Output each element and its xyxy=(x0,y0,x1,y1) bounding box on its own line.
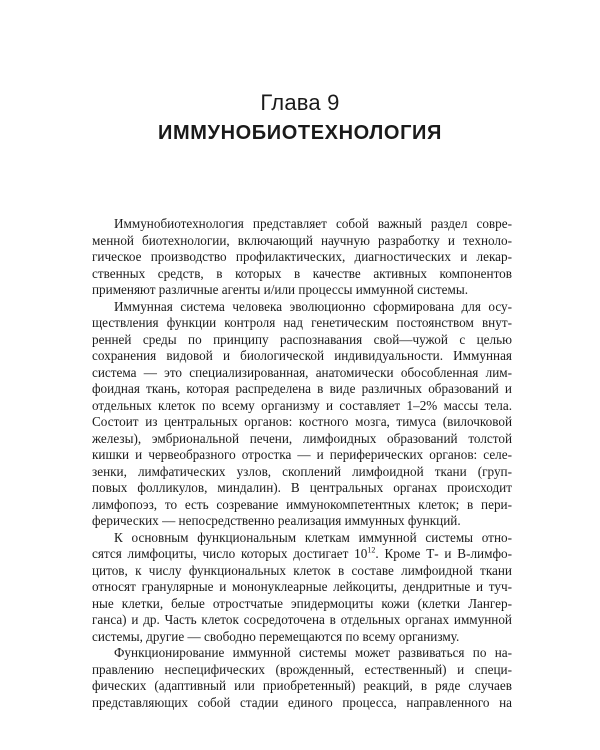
chapter-number: Глава 9 xyxy=(260,90,340,115)
text-line: гическое производство профилактических, диагностических и лекар- xyxy=(92,249,512,264)
text-line: относят гранулярные и мононуклеарные лейкоциты, дендритные и туч- xyxy=(92,579,512,594)
text-line: цитов, к числу функциональных клеток в составе лимфоидной ткани xyxy=(92,562,512,578)
text-line: система — это специализированная, анатомически обособленная лим- xyxy=(92,364,512,380)
text-line: ные клетки, белые отростчатые эпидермоциты кожи (клетки Лангер- xyxy=(92,595,512,611)
text-line: Иммунобиотехнология представляет собой важный раздел совре- xyxy=(114,216,512,231)
text-line: ферических — непосредственно реализация иммунных функций. xyxy=(92,513,461,528)
text-fragment: . Кроме Т- и В-лимфо- xyxy=(375,546,512,561)
text-line: фических (адаптивный или приобретенный) реакций, в ряде случаев xyxy=(92,678,512,693)
text-line: Функционирование иммунной системы может развиваться по на- xyxy=(114,645,512,660)
text-line: ществления функции контроля над генетическим постоянством внут- xyxy=(92,315,512,330)
text-line: системы, другие — свободно перемещаются по всему организму. xyxy=(92,628,460,644)
text-line: кишки и червеобразного отростка — и периферических органов: селе- xyxy=(92,447,512,462)
text-line: правлению неспецифических (врожденный, естественный) и специ- xyxy=(92,661,512,677)
text-line: ренней среды по принципу распознавания свой—чужой с целью xyxy=(92,331,512,347)
text-fragment: сятся лимфоциты, число которых достигает 10 xyxy=(92,546,368,561)
text-line: повых фолликулов, миндалин). В центральных органах происходит xyxy=(92,480,512,495)
text-line: менной биотехнологии, включающий научную разработку и техноло- xyxy=(92,232,512,248)
text-line: ственных средств, в которых в качестве активных компонентов xyxy=(92,265,512,281)
paragraph-1 xyxy=(92,216,512,299)
text-line: представляющих собой стадии единого процесса, направленного на xyxy=(92,694,512,710)
text-line: сохранения видовой и биологической индивидуальности. Иммунная xyxy=(92,348,512,363)
text-line: зенки, лимфатических узлов, скоплений лимфоидной ткани (груп- xyxy=(92,463,512,479)
text-line: железы), эмбриональной печени, лимфоидных образований толстой xyxy=(92,430,512,446)
text-line: лимфопоэз, то есть созревание иммунокомпетентных клеток; в пери- xyxy=(92,496,512,512)
text-line: фоидная ткань, которая распределена в виде различных образований и xyxy=(92,381,512,396)
text-line: Состоит из центральных органов: костного мозга, тимуса (вилочковой xyxy=(92,414,512,429)
paragraph-3 xyxy=(92,530,512,646)
text-line: Иммунная система человека эволюционно сформирована для осу- xyxy=(114,298,512,314)
text-line: отдельных клеток по всему организму и составляет 1–2% массы тела. xyxy=(92,397,512,413)
text-line-with-superscript xyxy=(92,546,512,563)
chapter-body xyxy=(92,216,512,711)
exponent: 12 xyxy=(367,546,376,555)
text-line: применяют различные агенты и/или процессы иммунной системы. xyxy=(92,282,469,297)
chapter-title: ИММУНОБИОТЕХНОЛОГИЯ xyxy=(158,122,442,144)
paragraph-2 xyxy=(92,299,512,530)
text-line: ганса) и др. Часть клеток сосредоточена в отдельных органах иммунной xyxy=(92,612,512,627)
text-line: К основным функциональным клеткам иммунной системы отно- xyxy=(114,529,512,545)
paragraph-4 xyxy=(92,645,512,711)
